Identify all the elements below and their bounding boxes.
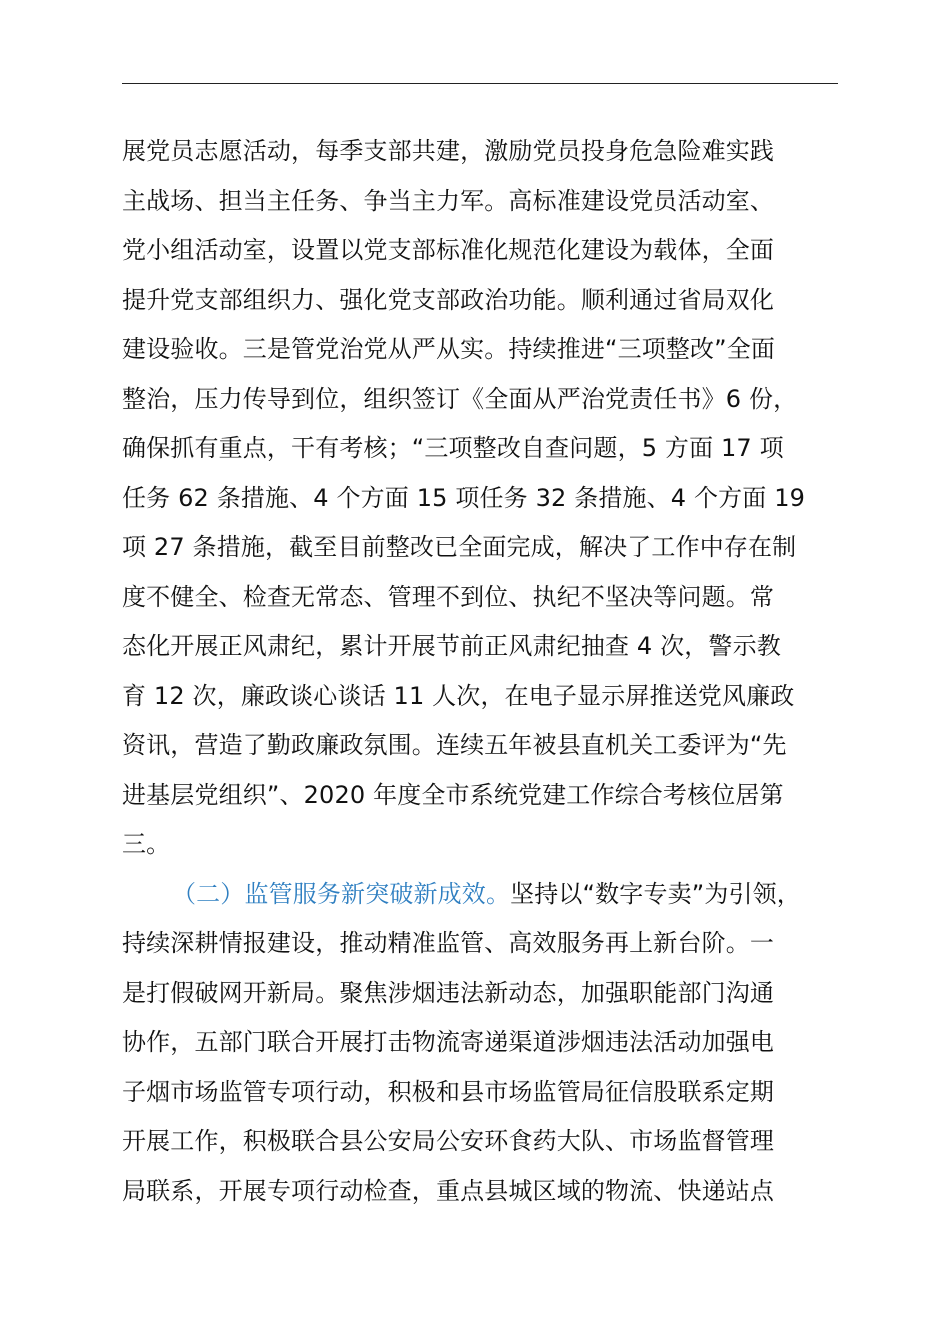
- text-line: 育 12 次，廉政谈心谈话 11 人次，在电子显示屏推送党风廉政: [122, 681, 795, 710]
- text-line: 党小组活动室，设置以党支部标准化规范化建设为载体，全面: [122, 236, 775, 264]
- section-heading-tail: 坚持以“数字专卖”为引领，: [510, 879, 801, 908]
- text-line: 资讯，营造了勤政廉政氛围。连续五年被县直机关工委评为“先: [122, 731, 787, 759]
- section-heading-line: [122, 870, 842, 920]
- text-line: 任务 62 条措施、4 个方面 15 项任务 32 条措施、4 个方面 19: [122, 483, 806, 512]
- header-rule: [122, 83, 838, 84]
- text-line: 持续深耕情报建设，推动精准监管、高效服务再上新台阶。一: [122, 929, 775, 957]
- text-line: 度不健全、检查无常态、管理不到位、执纪不坚决等问题。常: [122, 582, 775, 611]
- text-line: 整治，压力传导到位，组织签订《全面从严治党责任书》6 份，: [122, 384, 798, 413]
- section-heading: （二）监管服务新突破新成效。: [172, 879, 511, 908]
- text-line: 主战场、担当主任务、争当主力军。高标准建设党员活动室、: [122, 186, 775, 215]
- text-line: 建设验收。三是管党治党从严从实。持续推进“三项整改”全面: [122, 335, 776, 363]
- text-line: 子烟市场监管专项行动，积极和县市场监管局征信股联系定期: [122, 1077, 775, 1106]
- text-line: 协作，五部门联合开展打击物流寄递渠道涉烟违法活动加强电: [122, 1028, 775, 1056]
- text-line: 态化开展正风肃纪，累计开展节前正风肃纪抽查 4 次，警示教: [122, 632, 781, 660]
- text-line: 展党员志愿活动，每季支部共建，激励党员投身危急险难实践: [122, 137, 775, 165]
- text-line: 确保抓有重点，干有考核；“三项整改自查问题，5 方面 17 项: [122, 434, 784, 462]
- text-line: 三。: [122, 830, 171, 858]
- document-body: [122, 127, 842, 1216]
- text-line: 局联系，开展专项行动检查，重点县城区域的物流、快递站点: [122, 1176, 775, 1205]
- text-line: 是打假破网开新局。聚焦涉烟违法新动态，加强职能部门沟通: [122, 978, 775, 1007]
- text-line: 开展工作，积极联合县公安局公安环食药大队、市场监督管理: [122, 1127, 775, 1155]
- text-line: 提升党支部组织力、强化党支部政治功能。顺利通过省局双化: [122, 285, 775, 314]
- text-line: 进基层党组织”、2020 年度全市系统党建工作综合考核位居第: [122, 780, 784, 809]
- text-line: 项 27 条措施，截至目前整改已全面完成，解决了工作中存在制: [122, 533, 797, 561]
